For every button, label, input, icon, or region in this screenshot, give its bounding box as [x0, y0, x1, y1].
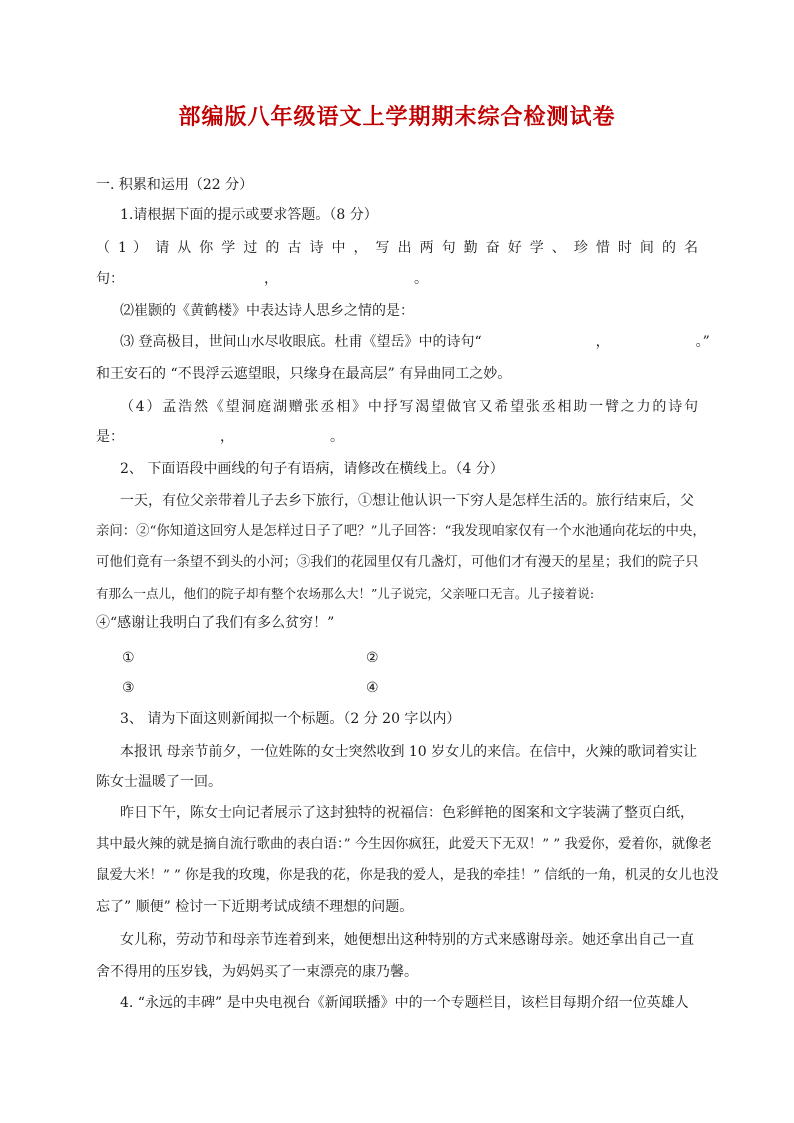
q2-prompt: 2、 下面语段中画线的句子有语病，请修改在横线上。（4 分） — [120, 461, 504, 477]
q1-sub2: ⑵崔颢的《黄鹤楼》中表达诗人思乡之情的是： — [120, 303, 414, 319]
q2-paragraph-line: 亲问：②“你知道这回穷人是怎样过日子了吧？”儿子回答：“我发现咱家仅有一个水池通向花坛的中央， — [96, 524, 706, 539]
q1-sub1-line1: （ 1 ） 请 从 你 学 过 的 古 诗 中 ， 写 出 两 句 勤 奋 好 学 、 珍 惜 时 间 的 名 — [96, 240, 698, 256]
q3-news-line: 女儿称，劳动节和母亲节连着到来，她便想出这种特别的方式来感谢母亲。她还拿出自己一直 — [120, 932, 694, 948]
q1-sub3-end: 。” — [695, 334, 710, 350]
q2-paragraph-line: ④“感谢让我明白了我们有多么贫穷！” — [96, 615, 335, 631]
q1-sub1-sep: ， — [264, 271, 278, 287]
q2-paragraph-line: 可他们竟有一条望不到头的小河；③我们的花园里仅有几盏灯，可他们才有漫天的星星；我们的院子只 — [96, 555, 699, 570]
answer-marker-1: ① — [122, 650, 135, 666]
q1-sub1-line2 — [96, 269, 428, 289]
q4-line: 4. “永远的丰碑” 是中央电视台《新闻联播》中的一个专题栏目，该栏目每期介绍一位英雄人 — [120, 995, 689, 1011]
q1-sub4-end: 。 — [330, 429, 344, 445]
q1-sub4-sep: ， — [220, 429, 234, 445]
q1-prompt: 1.请根据下面的提示或要求答题。（8 分） — [120, 207, 378, 223]
q1-sub3-lead: ⑶ 登高极目，世间山水尽收眼底。杜甫《望岳》中的诗句“ — [120, 334, 482, 350]
answer-marker-2: ② — [366, 650, 379, 666]
q1-sub3-sep: ， — [595, 334, 610, 350]
q3-news-line: 鼠爱大米！” ” 你是我的玫瑰，你是我的花，你是我的爱人，是我的牵挂！” 信纸的一角，机灵的女儿也没 — [96, 868, 719, 883]
q1-sub3-line1 — [120, 332, 710, 352]
q3-prompt: 3、 请为下面这则新闻拟一个标题。（2 分 20 字以内） — [120, 711, 461, 727]
document-title: 部编版八年级语文上学期期末综合检测试卷 — [178, 105, 616, 130]
q3-news-line: 陈女士温暖了一回。 — [96, 774, 222, 790]
answer-marker-3: ③ — [122, 680, 135, 696]
q1-sub1-end: 。 — [414, 271, 428, 287]
q2-paragraph-line: 有那么一点儿，他们的院子却有整个农场那么大！”儿子说完，父亲哑口无言。儿子接着说: — [96, 586, 595, 601]
q3-news-line: 舍不得用的压岁钱，为妈妈买了一束漂亮的康乃馨。 — [96, 964, 418, 980]
q3-news-line: 本报讯 母亲节前夕，一位姓陈的女士突然收到 10 岁女儿的来信。在信中，火辣的歌词着实让 — [120, 744, 698, 760]
q1-sub4-lead: 是： — [96, 429, 124, 445]
section-heading: 一. 积累和运用（22 分） — [96, 177, 254, 193]
q3-news-line: 其中最火辣的就是摘自流行歌曲的表白语：” 今生因你疯狂，此爱天下无双！” ” 我爱你，爱着你，就像老 — [96, 837, 712, 852]
q2-paragraph-line: 一天，有位父亲带着儿子去乡下旅行，①想让他认识一下穷人是怎样生活的。旅行结束后，父 — [120, 493, 694, 509]
q3-news-line: 忘了” 顺便” 检讨一下近期考试成绩不理想的问题。 — [96, 899, 414, 915]
answer-marker-4: ④ — [366, 680, 379, 696]
q1-sub4-line1: （4）孟浩然《望洞庭湖赠张丞相》中抒写渴望做官又希望张丞相助一臂之力的诗句 — [120, 399, 698, 415]
q3-news-line: 昨日下午，陈女士向记者展示了这封独特的祝福信：色彩鲜艳的图案和文字装满了整页白纸， — [120, 805, 694, 821]
q1-sub4-line2 — [96, 427, 344, 447]
q1-sub1-lead: 句： — [96, 271, 124, 287]
q1-sub3-line2: 和王安石的 “不畏浮云遮望眼，只缘身在最高层” 有异曲同工之妙。 — [96, 366, 512, 382]
